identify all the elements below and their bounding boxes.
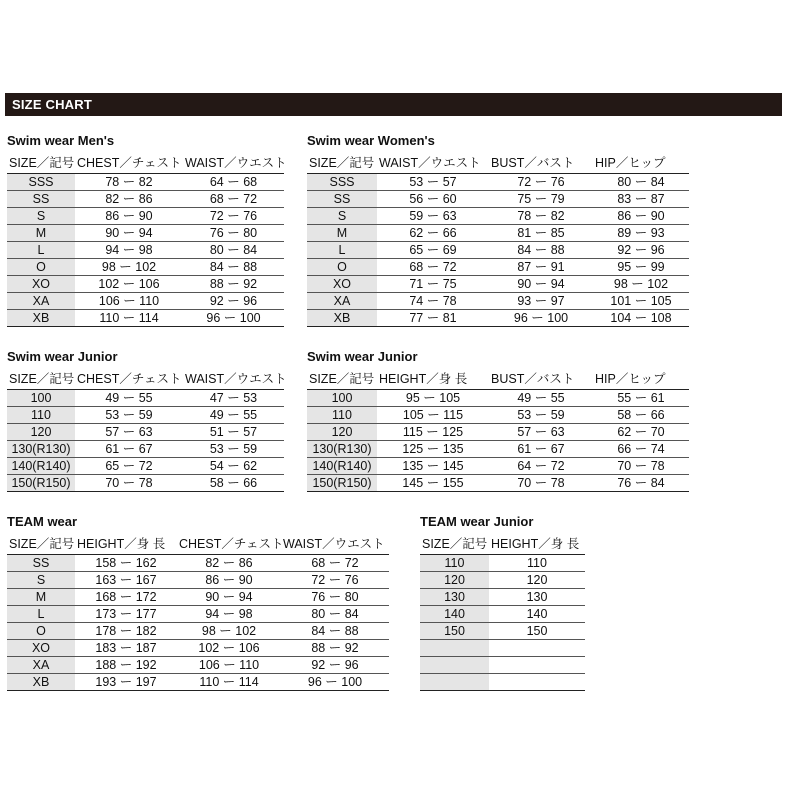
table-row [7, 407, 284, 424]
size-cell: L [7, 606, 75, 623]
size-cell: XA [307, 293, 377, 310]
measure-cell: 76 ー 84 [593, 475, 689, 492]
measure-cell: 70 ー 78 [489, 475, 593, 492]
col-header: SIZE／記号 [7, 534, 75, 555]
size-cell: 150 [420, 623, 489, 640]
measure-cell: 72 ー 76 [281, 572, 389, 589]
junior-height-table-body [307, 390, 689, 492]
team-table-body [7, 555, 389, 691]
measure-cell: 49 ー 55 [489, 390, 593, 407]
col-header: HEIGHT／身 長 [377, 369, 489, 390]
col-header: HEIGHT／身 長 [489, 534, 585, 555]
measure-cell [489, 657, 585, 674]
measure-cell: 57 ー 63 [489, 424, 593, 441]
mens-table [7, 153, 287, 327]
size-cell: L [307, 242, 377, 259]
table-row [7, 293, 284, 310]
col-header: SIZE／記号 [7, 369, 75, 390]
measure-cell: 96 ー 100 [183, 310, 284, 327]
measure-cell: 120 [489, 572, 585, 589]
size-cell: O [7, 623, 75, 640]
table-row [7, 657, 389, 674]
measure-cell: 98 ー 102 [593, 276, 689, 293]
measure-cell: 84 ー 88 [183, 259, 284, 276]
table-row [307, 242, 689, 259]
measure-cell: 47 ー 53 [183, 390, 284, 407]
col-header: CHEST／チェスト [177, 534, 281, 555]
measure-cell: 53 ー 59 [489, 407, 593, 424]
measure-cell: 110 ー 114 [75, 310, 183, 327]
measure-cell: 65 ー 69 [377, 242, 489, 259]
measure-cell: 58 ー 66 [593, 407, 689, 424]
measure-cell: 68 ー 72 [377, 259, 489, 276]
measure-cell: 80 ー 84 [593, 174, 689, 191]
size-cell [420, 674, 489, 691]
team-junior-table [420, 534, 585, 691]
table-row [7, 441, 284, 458]
measure-cell: 78 ー 82 [75, 174, 183, 191]
table-row [307, 225, 689, 242]
measure-cell: 110 ー 114 [177, 674, 281, 691]
measure-cell: 75 ー 79 [489, 191, 593, 208]
size-cell: 140 [420, 606, 489, 623]
table-row [7, 674, 389, 691]
measure-cell: 90 ー 94 [489, 276, 593, 293]
measure-cell: 92 ー 96 [183, 293, 284, 310]
measure-cell: 158 ー 162 [75, 555, 177, 572]
table-row [7, 606, 389, 623]
size-cell: XB [307, 310, 377, 327]
measure-cell: 59 ー 63 [377, 208, 489, 225]
measure-cell [489, 674, 585, 691]
size-cell: 150(R150) [7, 475, 75, 492]
measure-cell: 92 ー 96 [281, 657, 389, 674]
col-header: HIP／ヒップ [593, 369, 689, 390]
measure-cell: 83 ー 87 [593, 191, 689, 208]
size-cell: 130(R130) [307, 441, 377, 458]
junior-height-title: Swim wear Junior [307, 349, 418, 364]
mens-section [7, 132, 287, 327]
col-header: CHEST／チェスト [75, 369, 183, 390]
measure-cell: 76 ー 80 [281, 589, 389, 606]
womens-table-body [307, 174, 689, 327]
size-cell: 110 [7, 407, 75, 424]
team-title: TEAM wear [7, 514, 78, 529]
table-row [7, 640, 389, 657]
measure-cell: 68 ー 72 [281, 555, 389, 572]
womens-section [307, 132, 689, 327]
measure-cell: 115 ー 125 [377, 424, 489, 441]
size-cell: 110 [307, 407, 377, 424]
measure-cell: 93 ー 97 [489, 293, 593, 310]
table-row [420, 657, 585, 674]
measure-cell: 140 [489, 606, 585, 623]
team-header-row [7, 534, 389, 555]
measure-cell: 102 ー 106 [177, 640, 281, 657]
col-header: WAIST／ウエスト [183, 369, 284, 390]
col-header: SIZE／記号 [307, 153, 377, 174]
table-row [7, 589, 389, 606]
table-row [307, 475, 689, 492]
size-cell: 150(R150) [307, 475, 377, 492]
measure-cell: 130 [489, 589, 585, 606]
measure-cell: 145 ー 155 [377, 475, 489, 492]
measure-cell: 98 ー 102 [75, 259, 183, 276]
size-cell: 140(R140) [7, 458, 75, 475]
measure-cell: 96 ー 100 [281, 674, 389, 691]
size-cell: XA [7, 657, 75, 674]
table-row [7, 555, 389, 572]
measure-cell: 72 ー 76 [489, 174, 593, 191]
measure-cell: 163 ー 167 [75, 572, 177, 589]
measure-cell: 61 ー 67 [489, 441, 593, 458]
measure-cell: 125 ー 135 [377, 441, 489, 458]
size-cell [420, 640, 489, 657]
size-cell: 120 [420, 572, 489, 589]
table-row [420, 589, 585, 606]
measure-cell: 49 ー 55 [183, 407, 284, 424]
team-table [7, 534, 389, 691]
measure-cell: 84 ー 88 [489, 242, 593, 259]
measure-cell: 72 ー 76 [183, 208, 284, 225]
size-cell: XO [307, 276, 377, 293]
size-cell: S [7, 572, 75, 589]
table-row [307, 174, 689, 191]
measure-cell: 55 ー 61 [593, 390, 689, 407]
size-cell: M [307, 225, 377, 242]
measure-cell: 94 ー 98 [177, 606, 281, 623]
measure-cell: 90 ー 94 [177, 589, 281, 606]
junior-height-section [307, 348, 689, 492]
measure-cell: 54 ー 62 [183, 458, 284, 475]
measure-cell: 51 ー 57 [183, 424, 284, 441]
col-header: BUST／バスト [489, 153, 593, 174]
junior-height-header-row [307, 369, 689, 390]
measure-cell: 98 ー 102 [177, 623, 281, 640]
measure-cell: 53 ー 57 [377, 174, 489, 191]
measure-cell: 57 ー 63 [75, 424, 183, 441]
table-row [420, 640, 585, 657]
table-row [7, 424, 284, 441]
measure-cell: 71 ー 75 [377, 276, 489, 293]
size-cell: SSS [7, 174, 75, 191]
size-cell: O [7, 259, 75, 276]
col-header: BUST／バスト [489, 369, 593, 390]
table-row [7, 191, 284, 208]
size-cell: S [307, 208, 377, 225]
mens-table-body [7, 174, 284, 327]
measure-cell: 89 ー 93 [593, 225, 689, 242]
measure-cell: 101 ー 105 [593, 293, 689, 310]
table-row [7, 458, 284, 475]
table-row [7, 572, 389, 589]
mens-header-row [7, 153, 284, 174]
measure-cell: 65 ー 72 [75, 458, 183, 475]
size-cell: 120 [307, 424, 377, 441]
team-junior-table-body [420, 555, 585, 691]
table-row [307, 276, 689, 293]
size-chart-header [5, 93, 782, 116]
measure-cell: 106 ー 110 [75, 293, 183, 310]
measure-cell: 81 ー 85 [489, 225, 593, 242]
table-row [420, 606, 585, 623]
measure-cell: 80 ー 84 [183, 242, 284, 259]
measure-cell: 88 ー 92 [183, 276, 284, 293]
table-row [307, 407, 689, 424]
measure-cell: 64 ー 68 [183, 174, 284, 191]
measure-cell: 61 ー 67 [75, 441, 183, 458]
table-row [307, 259, 689, 276]
measure-cell: 95 ー 99 [593, 259, 689, 276]
womens-title: Swim wear Women's [307, 133, 435, 148]
size-cell: 100 [307, 390, 377, 407]
measure-cell: 74 ー 78 [377, 293, 489, 310]
size-cell: S [7, 208, 75, 225]
measure-cell: 49 ー 55 [75, 390, 183, 407]
table-row [7, 475, 284, 492]
table-row [307, 208, 689, 225]
measure-cell: 78 ー 82 [489, 208, 593, 225]
table-row [7, 276, 284, 293]
table-row [307, 310, 689, 327]
measure-cell: 110 [489, 555, 585, 572]
table-row [420, 623, 585, 640]
size-cell: 130 [420, 589, 489, 606]
measure-cell: 53 ー 59 [75, 407, 183, 424]
measure-cell: 64 ー 72 [489, 458, 593, 475]
col-header: CHEST／チェスト [75, 153, 183, 174]
measure-cell: 53 ー 59 [183, 441, 284, 458]
measure-cell: 86 ー 90 [593, 208, 689, 225]
size-cell: M [7, 225, 75, 242]
junior-chest-header-row [7, 369, 284, 390]
table-row [307, 390, 689, 407]
womens-header-row [307, 153, 689, 174]
col-header: SIZE／記号 [7, 153, 75, 174]
team-section [7, 513, 389, 691]
size-cell: XB [7, 674, 75, 691]
size-cell: O [307, 259, 377, 276]
measure-cell: 56 ー 60 [377, 191, 489, 208]
table-row [7, 259, 284, 276]
col-header: SIZE／記号 [307, 369, 377, 390]
table-row [7, 242, 284, 259]
measure-cell: 84 ー 88 [281, 623, 389, 640]
table-row [420, 572, 585, 589]
table-row [7, 310, 284, 327]
team-junior-header-row [420, 534, 585, 555]
table-row [7, 623, 389, 640]
size-cell: 110 [420, 555, 489, 572]
measure-cell: 82 ー 86 [177, 555, 281, 572]
measure-cell: 102 ー 106 [75, 276, 183, 293]
junior-chest-table [7, 369, 287, 492]
size-cell: L [7, 242, 75, 259]
measure-cell: 178 ー 182 [75, 623, 177, 640]
measure-cell: 90 ー 94 [75, 225, 183, 242]
measure-cell: 88 ー 92 [281, 640, 389, 657]
measure-cell: 86 ー 90 [75, 208, 183, 225]
junior-height-table [307, 369, 689, 492]
col-header: HIP／ヒップ [593, 153, 689, 174]
size-cell [420, 657, 489, 674]
measure-cell: 82 ー 86 [75, 191, 183, 208]
measure-cell: 95 ー 105 [377, 390, 489, 407]
measure-cell: 70 ー 78 [75, 475, 183, 492]
team-junior-section [420, 513, 585, 691]
measure-cell: 94 ー 98 [75, 242, 183, 259]
size-cell: XO [7, 640, 75, 657]
measure-cell: 173 ー 177 [75, 606, 177, 623]
col-header: SIZE／記号 [420, 534, 489, 555]
col-header: WAIST／ウエスト [377, 153, 489, 174]
table-row [420, 555, 585, 572]
measure-cell: 77 ー 81 [377, 310, 489, 327]
measure-cell: 188 ー 192 [75, 657, 177, 674]
measure-cell: 62 ー 66 [377, 225, 489, 242]
measure-cell: 87 ー 91 [489, 259, 593, 276]
size-cell: SS [7, 191, 75, 208]
size-cell: SS [307, 191, 377, 208]
measure-cell: 80 ー 84 [281, 606, 389, 623]
measure-cell: 70 ー 78 [593, 458, 689, 475]
table-row [7, 390, 284, 407]
measure-cell: 68 ー 72 [183, 191, 284, 208]
measure-cell: 104 ー 108 [593, 310, 689, 327]
size-cell: XB [7, 310, 75, 327]
womens-table [307, 153, 689, 327]
measure-cell: 62 ー 70 [593, 424, 689, 441]
measure-cell: 150 [489, 623, 585, 640]
size-cell: 100 [7, 390, 75, 407]
junior-chest-table-body [7, 390, 284, 492]
table-row [7, 208, 284, 225]
table-row [307, 424, 689, 441]
size-cell: 140(R140) [307, 458, 377, 475]
table-row [7, 225, 284, 242]
col-header: WAIST／ウエスト [183, 153, 284, 174]
measure-cell: 66 ー 74 [593, 441, 689, 458]
measure-cell: 86 ー 90 [177, 572, 281, 589]
table-row [307, 441, 689, 458]
col-header: HEIGHT／身 長 [75, 534, 177, 555]
size-cell: XO [7, 276, 75, 293]
measure-cell: 135 ー 145 [377, 458, 489, 475]
measure-cell: 193 ー 197 [75, 674, 177, 691]
measure-cell: 106 ー 110 [177, 657, 281, 674]
measure-cell: 183 ー 187 [75, 640, 177, 657]
measure-cell: 168 ー 172 [75, 589, 177, 606]
size-cell: XA [7, 293, 75, 310]
size-cell: SS [7, 555, 75, 572]
size-cell: 120 [7, 424, 75, 441]
junior-chest-title: Swim wear Junior [7, 349, 118, 364]
measure-cell: 96 ー 100 [489, 310, 593, 327]
table-row [307, 191, 689, 208]
measure-cell: 58 ー 66 [183, 475, 284, 492]
size-chart-title: SIZE CHART [12, 97, 92, 112]
junior-chest-section [7, 348, 287, 492]
table-row [7, 174, 284, 191]
col-header: WAIST／ウエスト [281, 534, 389, 555]
table-row [420, 674, 585, 691]
size-cell: M [7, 589, 75, 606]
measure-cell [489, 640, 585, 657]
team-junior-title: TEAM wear Junior [420, 514, 534, 529]
measure-cell: 76 ー 80 [183, 225, 284, 242]
table-row [307, 293, 689, 310]
table-row [307, 458, 689, 475]
size-cell: 130(R130) [7, 441, 75, 458]
size-cell: SSS [307, 174, 377, 191]
mens-title: Swim wear Men's [7, 133, 115, 148]
measure-cell: 105 ー 115 [377, 407, 489, 424]
measure-cell: 92 ー 96 [593, 242, 689, 259]
